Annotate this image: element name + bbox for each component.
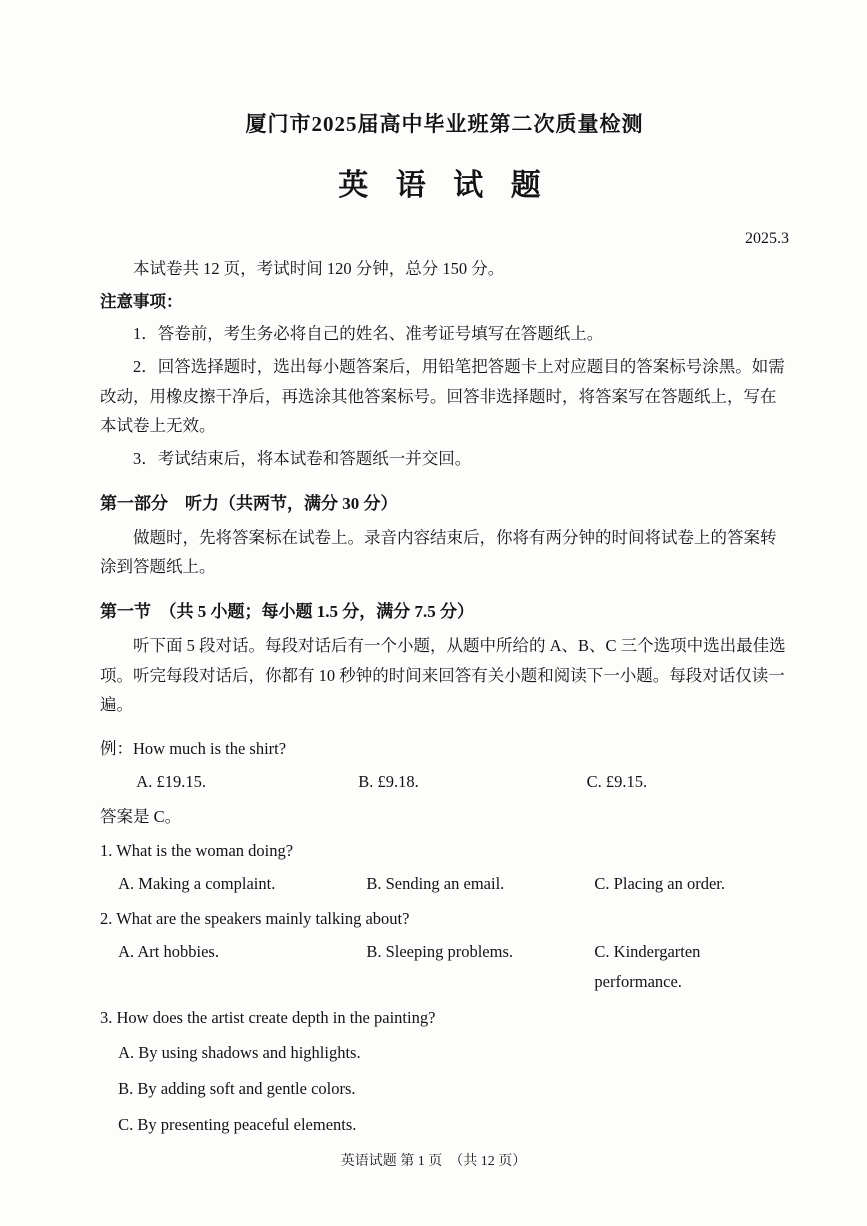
notice-item-2: 2．回答选择题时，选出每小题答案后，用铅笔把答题卡上对应题目的答案标号涂黑。如需改动，用橡皮擦干净后，再选涂其他答案标号。回答非选择题时，将答案写在答题纸上，写在本试卷上无效。 (100, 357, 785, 436)
notice-item-3: 3．考试结束后，将本试卷和答题纸一并交回。 (133, 449, 472, 469)
question-2-options-row (100, 937, 789, 996)
document-header (100, 108, 789, 204)
question-3-text: 3. How does the artist create depth in the painting? (100, 1007, 436, 1027)
question-1-text: 1. What is the woman doing? (100, 841, 294, 861)
question-2-block (100, 904, 789, 996)
subject-title: 英 语 试 题 (338, 169, 551, 202)
question-1-option-c: C. Placing an order. (594, 873, 726, 893)
example-option-a: A. £19.15. (136, 771, 206, 791)
question-3-option-a: A. By using shadows and highlights. (118, 1043, 361, 1063)
question-2-option-b: B. Sleeping problems. (366, 942, 513, 962)
question-1-option-a: A. Making a complaint. (118, 873, 276, 893)
question-2-option-a: A. Art hobbies. (118, 942, 219, 962)
question-3-option-b: B. By adding soft and gentle colors. (118, 1078, 356, 1098)
question-1-options-row (100, 869, 789, 899)
page-footer: 英语试题 第 1 页 （共 12 页） (340, 1154, 527, 1169)
example-question: 例：How much is the shirt? (100, 739, 287, 759)
question-3-block (100, 1003, 789, 1140)
part1-instruction: 做题时，先将答案标在试卷上。录音内容结束后，你将有两分钟的时间将试卷上的答案转涂到答题纸上。 (100, 527, 777, 577)
example-options-row (100, 767, 789, 797)
question-1-block (100, 836, 789, 898)
section1-instruction: 听下面 5 段对话。每段对话后有一个小题，从题中所给的 A、B、C 三个选项中选出最佳选项。听完每段对话后，你都有 10 秒钟的时间来回答有关小题和阅读下一小题。每段对话仅读一遍。 (100, 635, 786, 715)
question-1-option-b: B. Sending an email. (366, 873, 505, 893)
paper-info: 本试卷共 12 页，考试时间 120 分钟，总分 150 分。 (133, 259, 505, 278)
example-answer: 答案是 C。 (100, 807, 182, 827)
question-2-option-c: C. Kindergarten performance. (594, 942, 701, 991)
intro-section (100, 254, 789, 474)
example-option-c: C. £9.15. (586, 771, 648, 791)
exam-date: 2025.3 (745, 230, 789, 247)
example-question-block (100, 734, 789, 832)
notice-heading: 注意事项： (100, 291, 183, 311)
listening-part-section (100, 490, 789, 1139)
example-option-b: B. £9.18. (358, 771, 419, 791)
exam-title: 厦门市2025届高中毕业班第二次质量检测 (245, 112, 644, 136)
question-3-option-c: C. By presenting peaceful elements. (118, 1114, 357, 1134)
section1-heading: 第一节 （共 5 小题；每小题 1.5 分，满分 7.5 分） (100, 602, 474, 622)
part1-heading: 第一部分 听力（共两节，满分 30 分） (100, 493, 398, 513)
notice-item-1: 1．答卷前，考生务必将自己的姓名、准考证号填写在答题纸上。 (133, 324, 604, 344)
question-2-text: 2. What are the speakers mainly talking about? (100, 909, 410, 929)
